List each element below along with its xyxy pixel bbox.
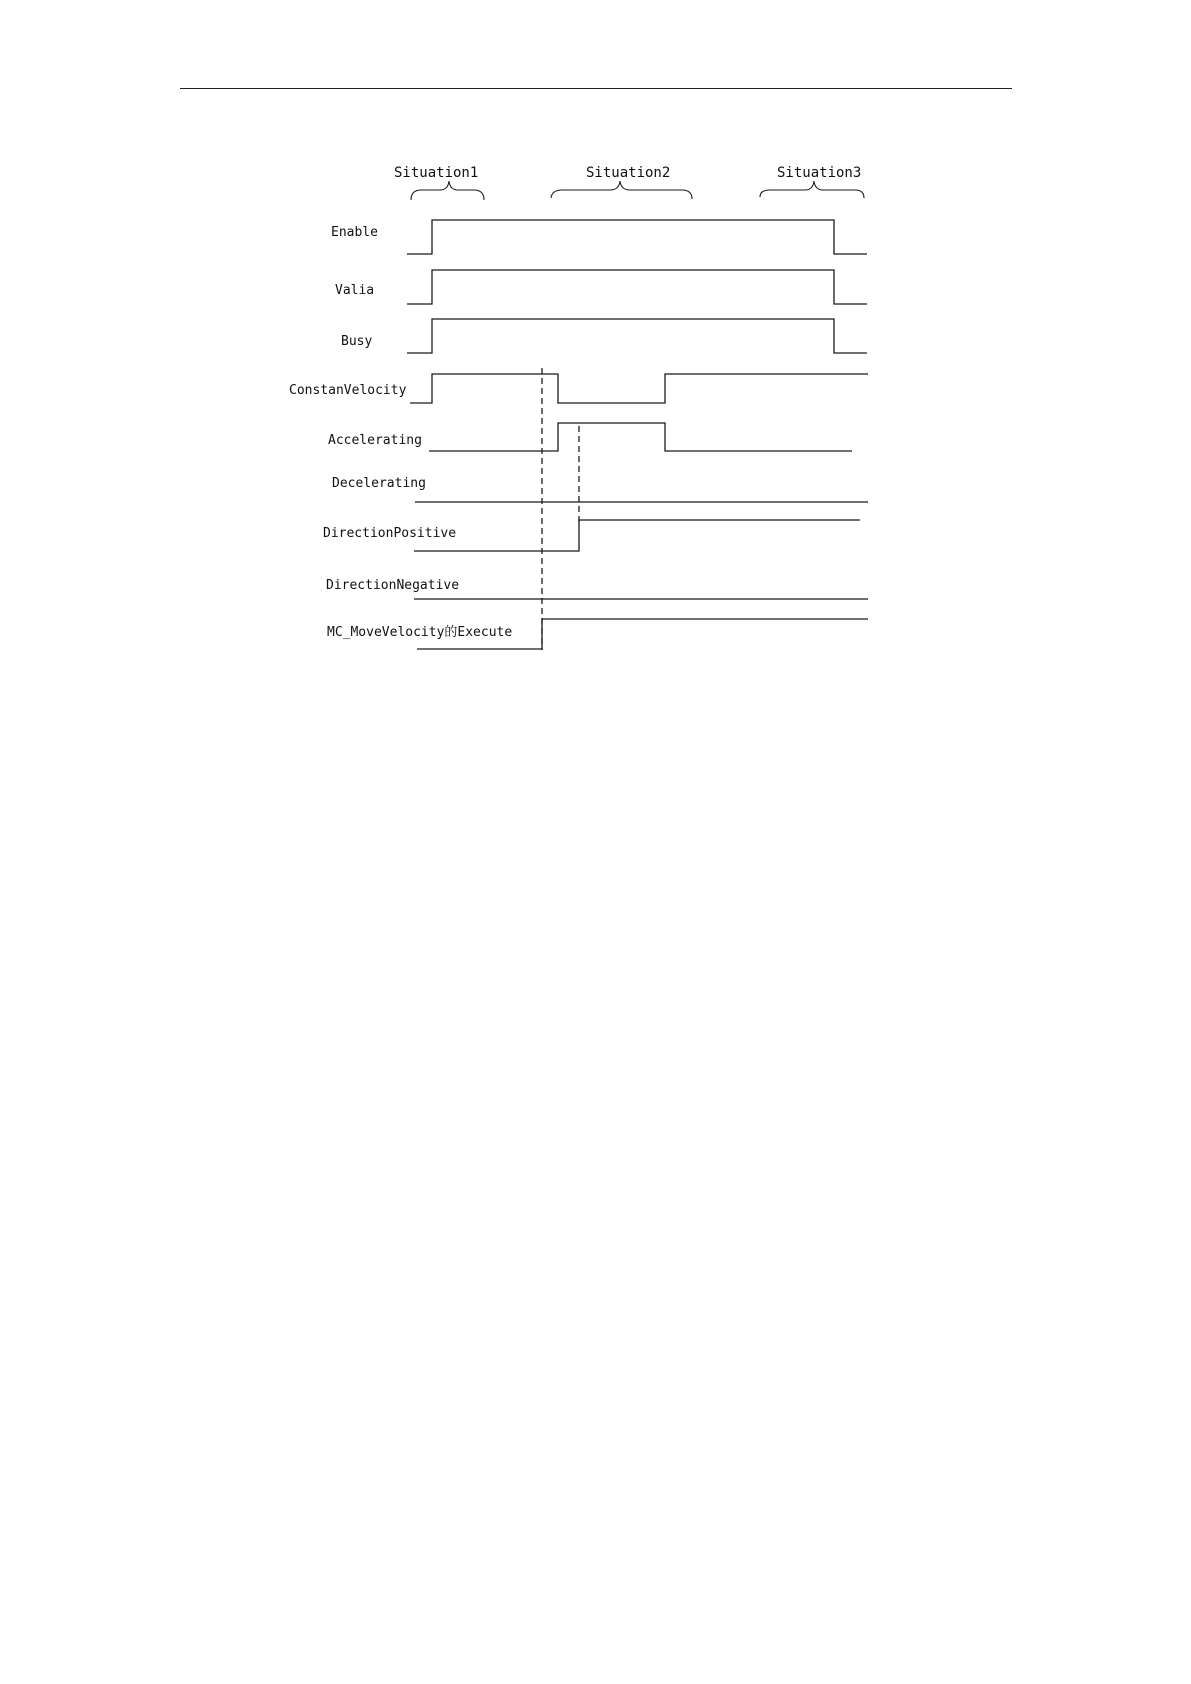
waveform-enable — [407, 220, 867, 254]
signal-label-accelerating: Accelerating — [328, 433, 422, 448]
situation-2-brace — [551, 181, 692, 199]
signal-label-enable: Enable — [331, 225, 378, 240]
waveform-direction-positive — [414, 520, 860, 551]
situation-1-brace — [411, 181, 484, 200]
signal-label-direction-negative: DirectionNegative — [326, 578, 460, 593]
waveform-constan-velocity — [410, 374, 868, 403]
situation-2-label: Situation2 — [586, 165, 671, 181]
signal-label-valia: Valia — [335, 283, 375, 298]
waveform-busy — [407, 319, 867, 353]
waveform-accelerating — [429, 423, 852, 451]
situation-3-label: Situation3 — [777, 165, 862, 181]
waveform-valia — [407, 270, 867, 304]
signal-label-decelerating: Decelerating — [332, 476, 426, 491]
signal-label-mc-execute: MC_MoveVelocity的Execute — [327, 625, 513, 640]
signal-label-constan-velocity: ConstanVelocity — [289, 383, 407, 398]
signal-label-busy: Busy — [341, 334, 373, 349]
situation-1-label: Situation1 — [394, 165, 479, 181]
signal-label-direction-positive: DirectionPositive — [323, 526, 457, 541]
situation-3-brace — [760, 181, 864, 198]
